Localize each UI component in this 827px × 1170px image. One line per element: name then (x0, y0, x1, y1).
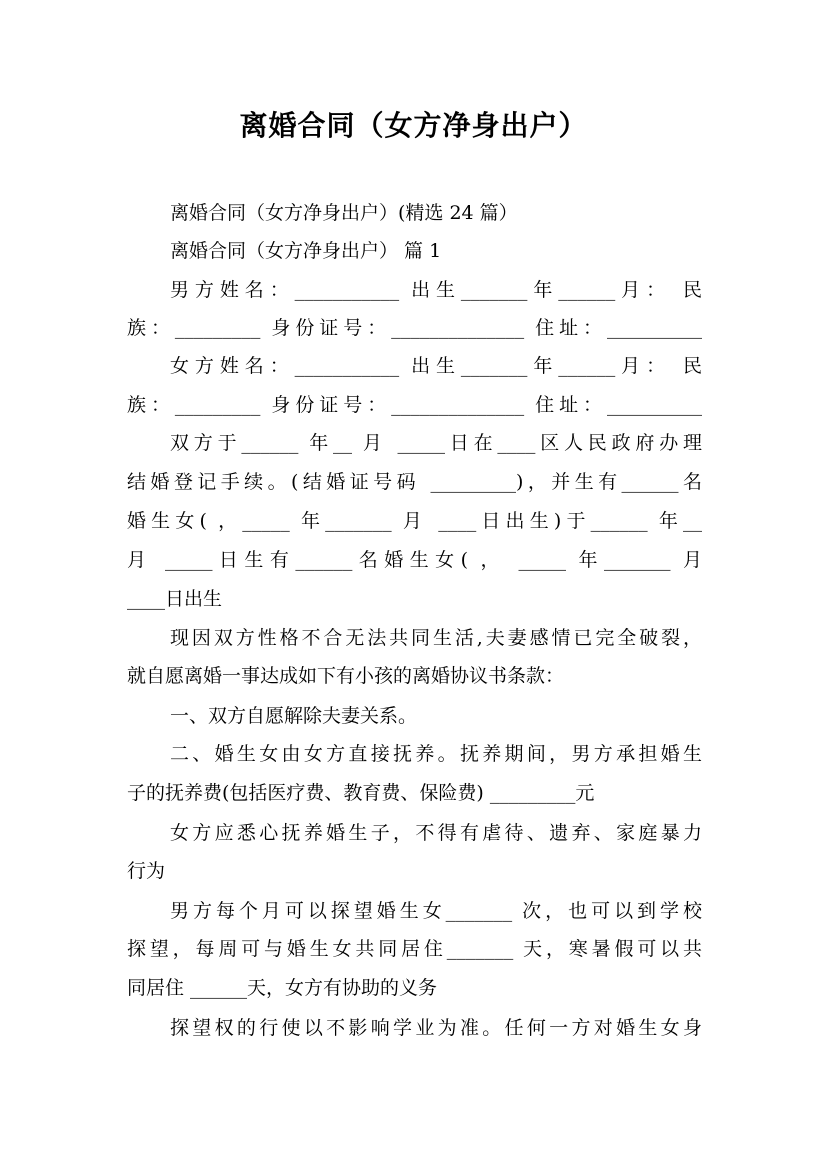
subtitle-line: 离婚合同（女方净身出户）(精选 24 篇） (170, 202, 518, 224)
paragraph-line: 一、双方自愿解除夫妻关系。 (170, 705, 418, 727)
document-title: 离婚合同（女方净身出户） (239, 109, 588, 142)
paragraph-line: 双方于______ 年__ 月 _____日在____区人民政府办理 (170, 432, 702, 454)
paragraph-line: 探望，每周可与婚生女共同居住_______ 天，寒暑假可以共 (127, 938, 702, 960)
paragraph-line: 子的抚养费(包括医疗费、教育费、保险费) _________元 (127, 782, 595, 804)
paragraph-line: 现因双方性格不合无法共同生活,夫妻感情已完全破裂， (170, 627, 702, 649)
paragraph-line: ____日出生 (127, 588, 223, 610)
paragraph-line: 族：_________ 身份证号：______________ 住址：__________ (127, 317, 702, 339)
paragraph-line: 二、婚生女由女方直接抚养。抚养期间，男方承担婚生 (170, 743, 702, 765)
paragraph-line: 同居住 ______天，女方有协助的义务 (127, 977, 438, 999)
paragraph-line: 女方姓名：___________ 出生_______年______月： 民 (170, 355, 702, 377)
paragraph-line: 行为 (127, 860, 166, 882)
paragraph-line: 结婚登记手续。(结婚证号码 _________)，并生有______名 (127, 471, 702, 493)
paragraph-line: 探望权的行使以不影响学业为准。任何一方对婚生女身 (170, 1017, 702, 1039)
section-heading: 离婚合同（女方净身出户） 篇 1 (170, 240, 442, 262)
paragraph-line: 男方每个月可以探望婚生女_______ 次，也可以到学校 (170, 900, 702, 922)
paragraph-line: 男方姓名：___________ 出生_______年______月： 民 (170, 279, 702, 301)
paragraph-line: 婚生女( ，_____ 年_______ 月 ____日出生)于______ 年__ (127, 510, 702, 532)
paragraph-line: 就自愿离婚一事达成如下有小孩的离婚协议书条款： (127, 665, 565, 687)
paragraph-line: 族：_________ 身份证号：______________ 住址：__________ (127, 394, 702, 416)
paragraph-line: 月 _____日生有______名婚生女( ， _____ 年_______ 月 (127, 549, 702, 571)
paragraph-line: 女方应悉心抚养婚生子，不得有虐待、遗弃、家庭暴力 (170, 822, 702, 844)
